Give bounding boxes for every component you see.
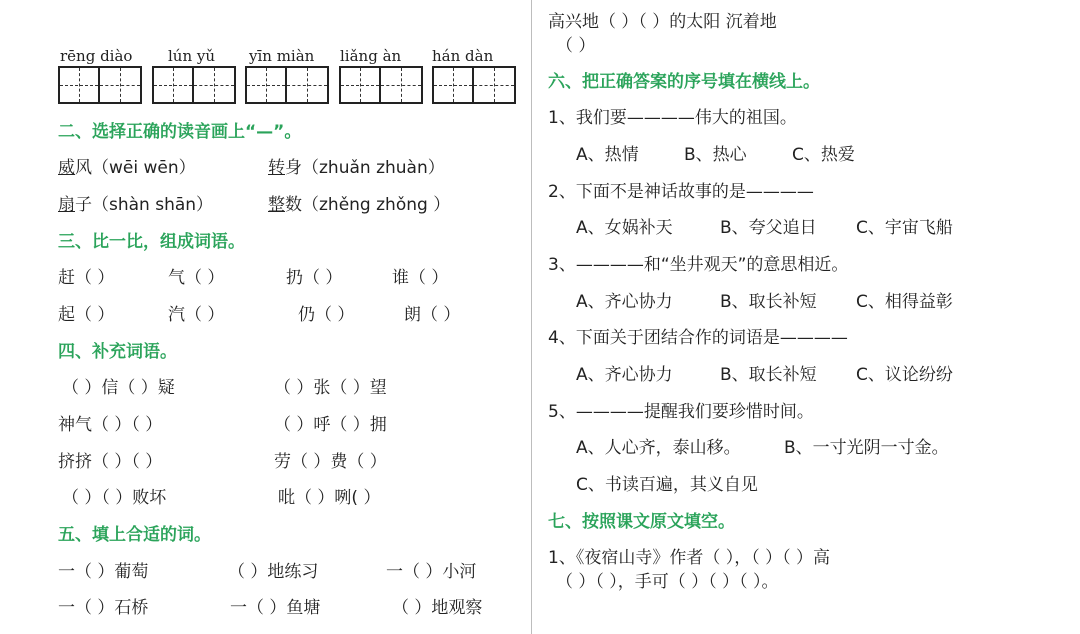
fill-blank[interactable]: 一（ ）石桥 (58, 598, 149, 618)
reading-choice[interactable] (58, 158, 196, 178)
pinyin-label: lún yǔ (168, 47, 216, 65)
underlined-char: 威 (58, 158, 75, 178)
grid-cell (247, 68, 287, 102)
pinyin-label: rēng diào (60, 47, 133, 65)
answer-option[interactable]: B、取长补短 (720, 365, 817, 385)
answer-option[interactable]: C、宇宙飞船 (856, 218, 953, 238)
fill-blank[interactable]: （ ）张（ ）望 (274, 378, 387, 398)
answer-option[interactable]: A、女娲补天 (576, 218, 673, 238)
choice-text: 子（shàn shān） (75, 195, 214, 215)
section-heading: 三、比一比，组成词语。 (58, 232, 245, 252)
section-heading: 四、补充词语。 (58, 342, 177, 362)
fill-blank[interactable]: 高兴地（ ）（ ）的太阳 沉着地 (548, 12, 777, 32)
fill-blank[interactable]: 仍（ ） (298, 305, 355, 325)
fill-blank[interactable]: 朗（ ） (404, 305, 461, 325)
grid-cell (194, 68, 234, 102)
writing-grid[interactable] (339, 66, 423, 104)
column-divider (531, 0, 532, 634)
fill-blank[interactable]: 挤挤（ ）（ ） (58, 452, 163, 472)
answer-option[interactable]: B、取长补短 (720, 292, 817, 312)
grid-cell (474, 68, 514, 102)
fill-blank[interactable]: 谁（ ） (392, 268, 449, 288)
answer-option[interactable]: B、夸父追日 (720, 218, 817, 238)
fill-blank[interactable]: （ ）信（ ）疑 (62, 378, 175, 398)
grid-cell (287, 68, 327, 102)
underlined-char: 转 (268, 158, 285, 178)
fill-blank[interactable]: 汽（ ） (168, 305, 225, 325)
fill-blank[interactable]: 劳（ ）费（ ） (274, 452, 387, 472)
fill-blank[interactable]: 1、《夜宿山寺》作者（ ），（ ）（ ）高 (548, 548, 831, 568)
choice-text: 身（zhuǎn zhuàn） (285, 158, 445, 178)
reading-choice[interactable] (268, 195, 450, 215)
writing-grid[interactable] (152, 66, 236, 104)
grid-cell (60, 68, 100, 102)
grid-cell (100, 68, 140, 102)
underlined-char: 整 (268, 195, 285, 215)
fill-blank[interactable]: 吡（ ）咧( ） (278, 488, 381, 508)
answer-option[interactable]: A、齐心协力 (576, 292, 673, 312)
answer-option[interactable]: A、热情 (576, 145, 639, 165)
pinyin-label: hán dàn (432, 47, 494, 65)
reading-choice[interactable] (268, 158, 445, 178)
section-heading: 二、选择正确的读音画上“—”。 (58, 122, 302, 142)
pinyin-label: liǎng àn (340, 47, 402, 65)
fill-blank[interactable]: 起（ ） (58, 305, 115, 325)
fill-blank[interactable]: （ ） (556, 36, 596, 56)
answer-option[interactable]: B、一寸光阴一寸金。 (784, 438, 949, 458)
fill-blank[interactable]: （ ）呼（ ）拥 (274, 415, 387, 435)
answer-option[interactable]: B、热心 (684, 145, 747, 165)
fill-blank[interactable]: 赶（ ） (58, 268, 115, 288)
writing-grid[interactable] (432, 66, 516, 104)
fill-blank[interactable]: （ ）（ ）败坏 (62, 488, 167, 508)
answer-option[interactable]: C、议论纷纷 (856, 365, 953, 385)
fill-blank[interactable]: （ ）地观察 (392, 598, 483, 618)
answer-option[interactable]: A、齐心协力 (576, 365, 673, 385)
answer-option[interactable]: A、人心齐，泰山移。 (576, 438, 741, 458)
fill-blank[interactable]: 一（ ）葡萄 (58, 562, 149, 582)
writing-grid[interactable] (58, 66, 142, 104)
section-heading: 七、按照课文原文填空。 (548, 512, 735, 532)
question: 4、下面关于团结合作的词语是———— (548, 328, 848, 348)
underlined-char: 扇 (58, 195, 75, 215)
fill-blank[interactable]: 一（ ）鱼塘 (230, 598, 321, 618)
section-heading: 五、填上合适的词。 (58, 525, 211, 545)
fill-blank[interactable]: （ ）（ ），手可（ ）（ ）（ ）。 (556, 572, 779, 592)
answer-option[interactable]: C、热爱 (792, 145, 855, 165)
grid-cell (434, 68, 474, 102)
fill-blank[interactable]: 气（ ） (168, 268, 225, 288)
pinyin-label: yīn miàn (249, 47, 315, 65)
answer-option[interactable]: C、相得益彰 (856, 292, 953, 312)
fill-blank[interactable]: 一（ ）小河 (386, 562, 477, 582)
question: 1、我们要————伟大的祖国。 (548, 108, 797, 128)
fill-blank[interactable]: 扔（ ） (286, 268, 343, 288)
question: 3、————和“坐井观天”的意思相近。 (548, 255, 849, 275)
writing-grid[interactable] (245, 66, 329, 104)
choice-text: 风（wēi wēn） (75, 158, 196, 178)
choice-text: 数（zhěng zhǒng ） (285, 195, 451, 215)
reading-choice[interactable] (58, 195, 213, 215)
grid-cell (154, 68, 194, 102)
question: 5、————提醒我们要珍惜时间。 (548, 402, 814, 422)
section-heading: 六、把正确答案的序号填在横线上。 (548, 72, 820, 92)
answer-option[interactable]: C、书读百遍，其义自见 (576, 475, 758, 495)
fill-blank[interactable]: 神气（ ）（ ） (58, 415, 163, 435)
fill-blank[interactable]: （ ）地练习 (228, 562, 319, 582)
question: 2、下面不是神话故事的是———— (548, 182, 814, 202)
grid-cell (381, 68, 421, 102)
grid-cell (341, 68, 381, 102)
